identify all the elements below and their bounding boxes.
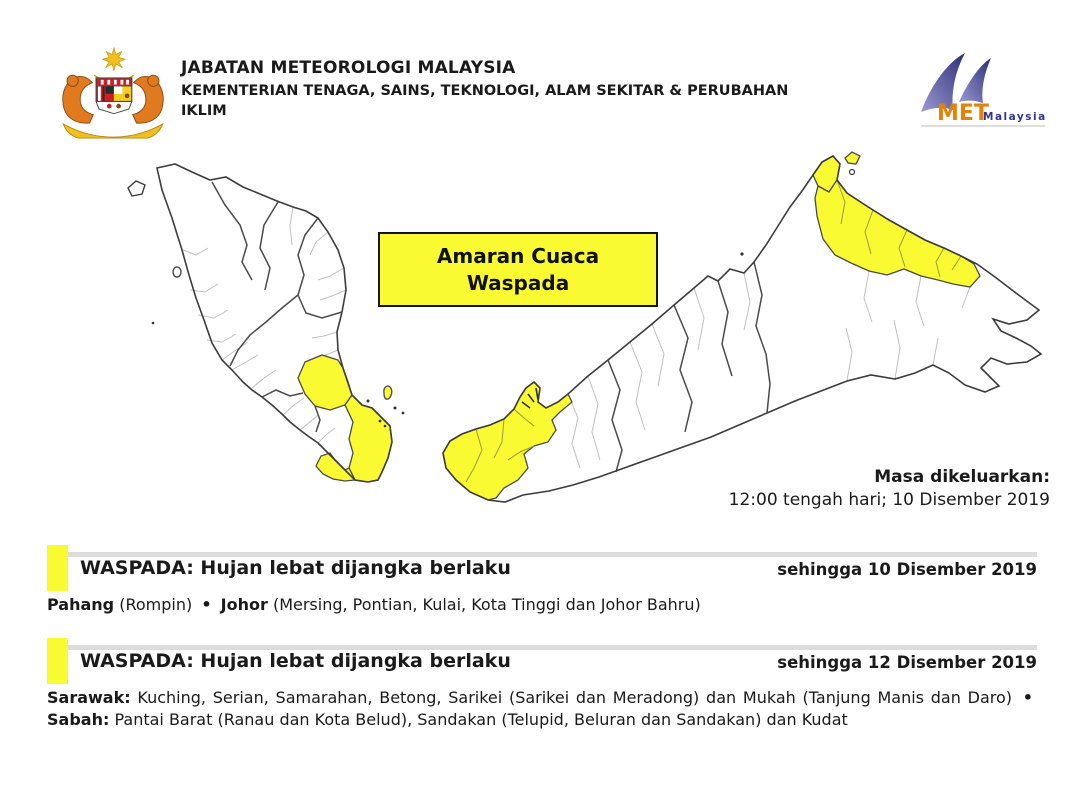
region-name: Johor (220, 595, 268, 614)
warning-areas (47, 594, 1037, 616)
issued-time (729, 466, 1050, 512)
region-name: Sarawak: (47, 688, 131, 707)
met-brand-suffix: Malaysia (983, 111, 1047, 123)
tiger-right-icon (133, 75, 164, 123)
warning-banner (378, 232, 658, 307)
met-brand-text: MET (937, 101, 989, 126)
region-name: Pahang (47, 595, 115, 614)
region-detail: Pantai Barat (Ranau dan Kota Belud), Sandakan (Telupid, Beluran dan Sandakan) dan Kudat (114, 710, 848, 729)
malaysia-coat-of-arms-logo (52, 40, 174, 146)
region-detail: (Mersing, Pontian, Kulai, Kota Tinggi dan Johor Bahru) (272, 595, 701, 614)
warning-section-1 (0, 544, 1080, 636)
motto-ribbon (63, 124, 162, 138)
issued-value: 12:00 tengah hari; 10 Disember 2019 (728, 490, 1050, 510)
warning-title: WASPADA: Hujan lebat dijangka berlaku (80, 557, 511, 579)
bullet-separator: • (1022, 688, 1034, 707)
warning-level-marker-icon (47, 638, 68, 684)
region-detail: Kuching, Serian, Samarahan, Betong, Sarikei (Sarikei dan Meradong) dan Mukah (Tanjung Manis dan Daro) (137, 688, 1013, 707)
map-peninsular-malaysia (128, 164, 404, 482)
tiger-left-icon (63, 75, 94, 123)
warning-areas (47, 687, 1037, 731)
ministry-name-line1: KEMENTERIAN TENAGA, SAINS, TEKNOLOGI, ALAM SEKITAR & PERUBAHAN (181, 83, 789, 99)
highlight-banggi-island (845, 152, 860, 164)
warning-validity: sehingga 10 Disember 2019 (777, 560, 1037, 579)
banner-line2: Waspada (466, 270, 570, 295)
warning-section-2 (0, 637, 1080, 729)
region-name: Sabah: (47, 710, 110, 729)
highlight-south-johor (345, 395, 392, 482)
shield (96, 78, 132, 114)
metmalaysia-logo (893, 50, 1058, 138)
warning-validity: sehingga 12 Disember 2019 (777, 653, 1037, 672)
warning-map (0, 150, 1080, 530)
highlight-tioman-island (384, 386, 392, 399)
issued-label: Masa dikeluarkan: (874, 467, 1050, 487)
warning-level-marker-icon (47, 545, 68, 591)
warning-title: WASPADA: Hujan lebat dijangka berlaku (80, 650, 511, 672)
bullet-separator: • (201, 595, 212, 614)
banner-line1: Amaran Cuaca (436, 243, 600, 268)
ministry-name-line2: IKLIM (181, 103, 227, 119)
department-name: JABATAN METEOROLOGI MALAYSIA (181, 58, 516, 78)
map-east-malaysia (443, 152, 1041, 502)
region-detail: (Rompin) (119, 595, 193, 614)
federal-star-icon (103, 48, 126, 71)
